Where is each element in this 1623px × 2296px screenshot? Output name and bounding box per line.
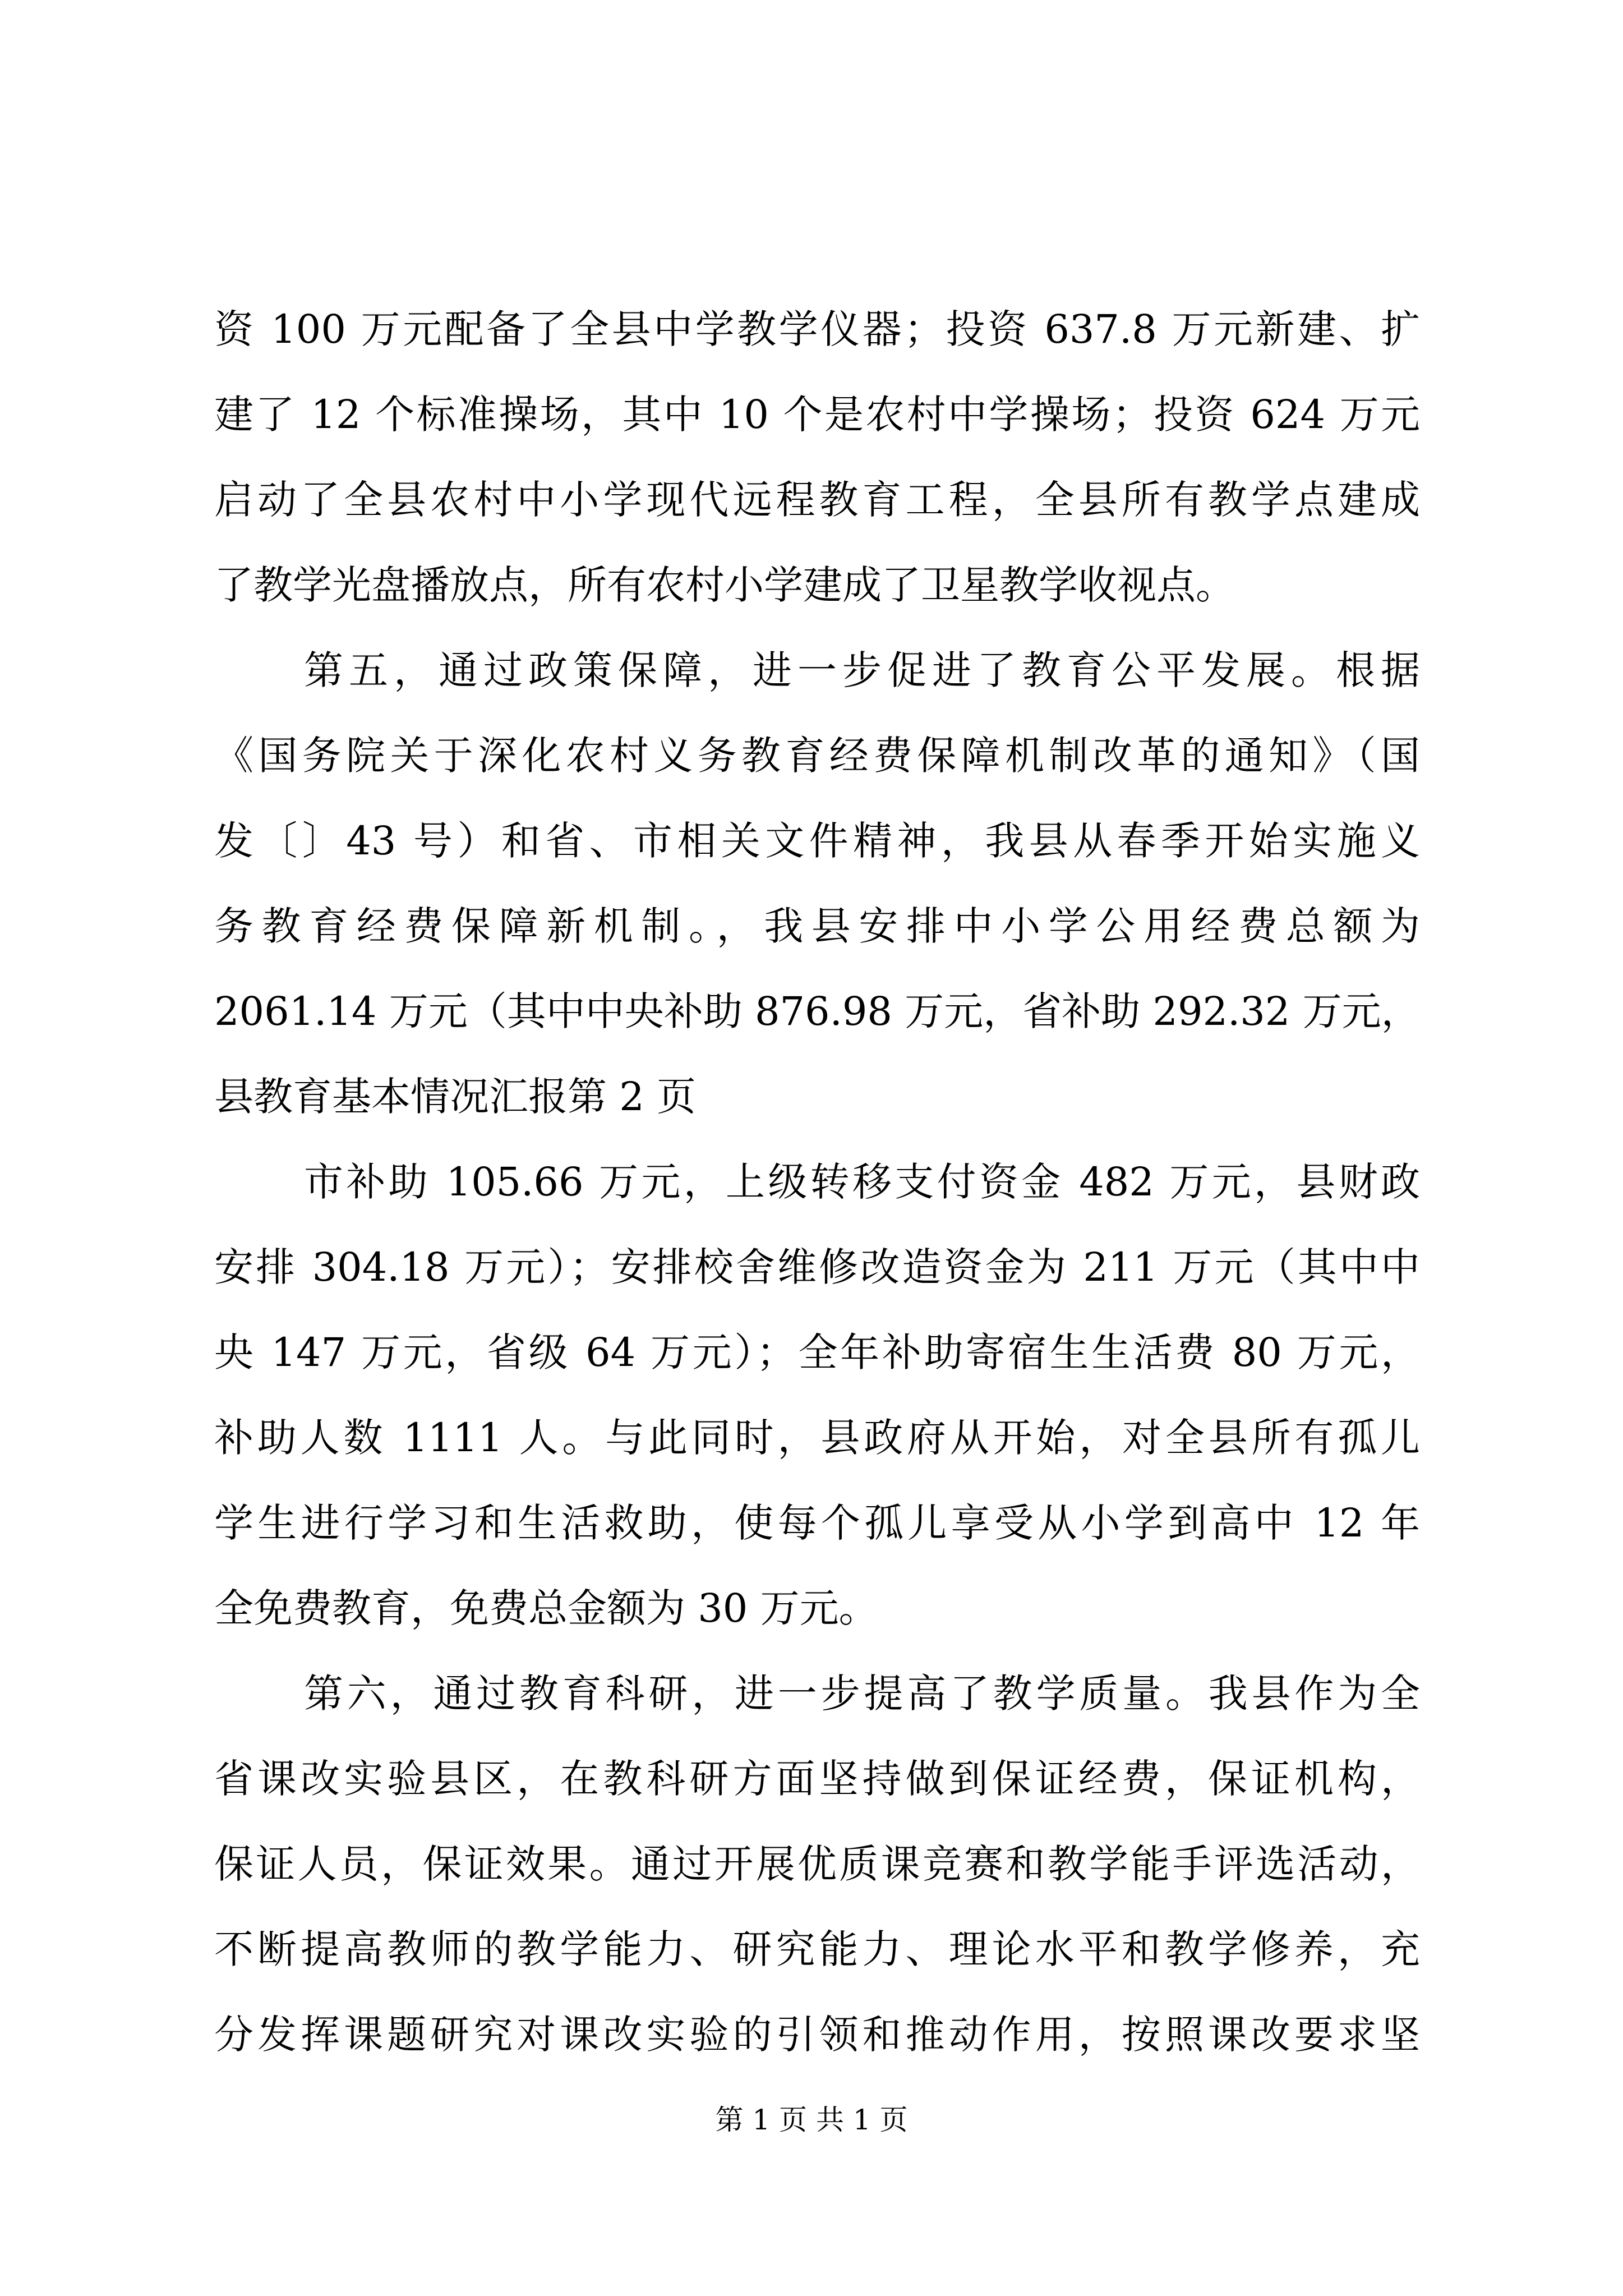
page-footer: 第 1 页 共 1 页 <box>715 2104 908 2136</box>
body-line-21: 分发挥课题研究对课改实验的引领和推动作用，按照课改要求坚 <box>214 2012 1420 2058</box>
body-line-1: 资 100 万元配备了全县中学教学仪器；投资 637.8 万元新建、扩 <box>214 306 1420 352</box>
paragraph-subsidy-first-line: 市补助 105.66 万元，上级转移支付资金 482 万元，县财政 <box>304 1159 1420 1205</box>
body-line-19: 保证人员，保证效果。通过开展优质课竞赛和教学能手评选活动， <box>214 1841 1420 1887</box>
body-line-15: 学生进行学习和生活救助，使每个孤儿享受从小学到高中 12 年 <box>214 1500 1420 1546</box>
body-line-4: 了教学光盘播放点，所有农村小学建成了卫星教学收视点。 <box>214 562 1235 608</box>
body-line-8: 务教育经费保障新机制。，我县安排中小学公用经费总额为 <box>214 903 1420 949</box>
body-line-20: 不断提高教师的教学能力、研究能力、理论水平和教学修养，充 <box>214 1926 1420 1972</box>
body-line-6: 《国务院关于深化农村义务教育经费保障机制改革的通知》（国 <box>214 733 1420 779</box>
body-line-14: 补助人数 1111 人。与此同时，县政府从开始，对全县所有孤儿 <box>214 1415 1420 1461</box>
body-line-12: 安排 304.18 万元）；安排校舍维修改造资金为 211 万元（其中中 <box>214 1244 1420 1290</box>
body-line-13: 央 147 万元，省级 64 万元）；全年补助寄宿生生活费 80 万元， <box>214 1329 1420 1375</box>
body-line-16: 全免费教育，免费总金额为 30 万元。 <box>214 1585 878 1631</box>
page-heading-inline: 县教育基本情况汇报第 2 页 <box>214 1074 697 1120</box>
body-line-3: 启动了全县农村中小学现代远程教育工程，全县所有教学点建成 <box>214 477 1420 523</box>
body-line-2: 建了 12 个标准操场，其中 10 个是农村中学操场；投资 624 万元 <box>214 392 1420 438</box>
body-line-9: 2061.14 万元（其中中央补助 876.98 万元，省补助 292.32 万元， <box>214 988 1421 1034</box>
body-line-7: 发〔〕43 号）和省、市相关文件精神，我县从春季开始实施义 <box>214 818 1420 864</box>
body-line-18: 省课改实验县区，在教科研方面坚持做到保证经费，保证机构， <box>214 1756 1420 1802</box>
paragraph-6-first-line: 第六，通过教育科研，进一步提高了教学质量。我县作为全 <box>304 1671 1420 1717</box>
paragraph-5-first-line: 第五，通过政策保障，进一步促进了教育公平发展。根据 <box>304 647 1420 693</box>
